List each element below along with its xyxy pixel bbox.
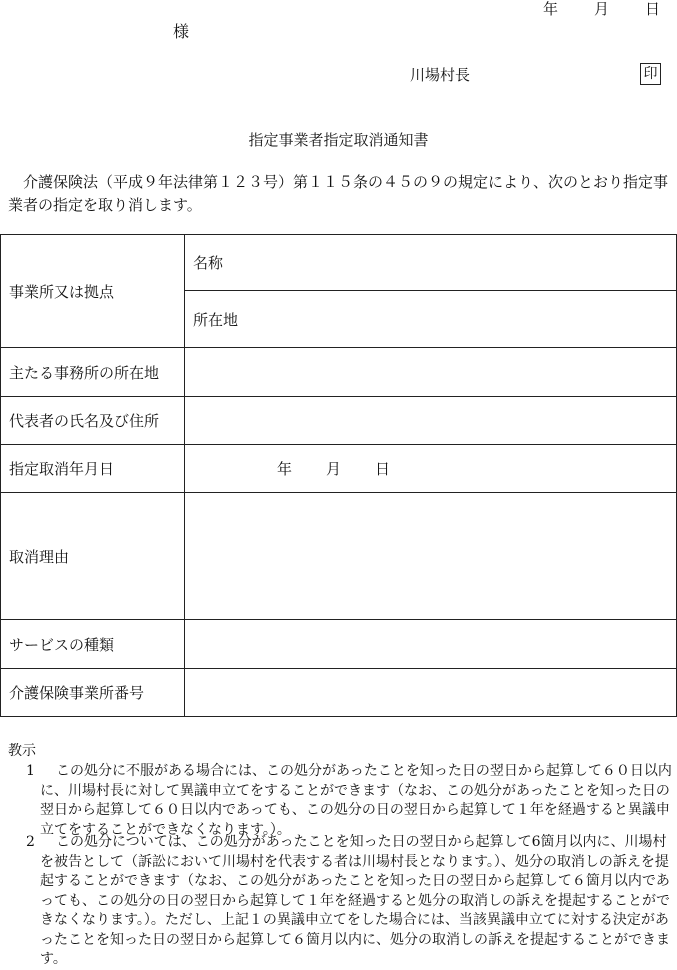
office-location-label: 所在地 [193,310,239,329]
revocation-form-table [0,234,677,717]
main-office-label: 主たる事務所の所在地 [1,348,185,397]
office-name-label: 名称 [193,254,224,272]
document-title: 指定事業者指定取消通知書 [248,131,429,149]
office-name-cell [185,235,677,291]
issuer-title: 川場村長 [410,66,471,84]
notice-heading: 教示 [8,743,36,759]
addressee-suffix: 様 [173,22,190,41]
notice-item-1-number: 1 [26,763,35,779]
service-type-label: サービスの種類 [1,620,185,669]
office-label: 事業所又は拠点 [1,235,185,348]
revocation-date-value [185,445,677,493]
seal-mark: 印 [640,63,661,85]
representative-label: 代表者の氏名及び住所 [1,397,185,445]
notice-item-1-text: この処分に不服がある場合には、この処分があったことを知った日の翌日から起算して６０日以内に、川場村長に対して異議申立てをすることができます（なお、この処分があったことを知った日の翌日から起算して６０日以内であっても、この処分の日の翌日から起算して１年を経過すると異議申立てをすることができなくなります。）。 [40,763,672,838]
representative-value [185,397,677,445]
office-number-value [185,669,677,717]
main-office-value [185,348,677,397]
reason-label: 取消理由 [1,493,185,620]
office-location-cell [185,291,677,348]
notice-item-2-number: 2 [26,834,35,850]
revocation-date-day: 日 [375,460,391,478]
body-paragraph: 介護保険法（平成９年法律第１２３号）第１１５条の４５の９の規定により、次のとおり指定事業者の指定を取り消します。 [8,173,669,214]
revocation-date-year: 年 [277,460,293,478]
notice-item-2-text: この処分については、この処分があったことを知った日の翌日から起算して6箇月以内に、川場村を被告として（訴訟において川場村を代表する者は川場村長となります。）、処分の取消しの訴えを提起することができます（なお、この処分があったことを知った日の翌日から起算して６箇月以内であっても、この処分の日の翌日から起算して１年を経過すると処分の取消しの訴えを提起することができなくなります。）。ただし、上記１の異議申立てをした場合には、当該異議申立てに対する決定があったことを知った日の翌日から起算して６箇月以内に、処分の取消しの訴えを提起することができます。 [40,834,670,967]
revocation-date-month: 月 [326,460,342,478]
issue-date-day: 日 [645,0,661,18]
revocation-date-label: 指定取消年月日 [1,445,185,493]
service-type-value [185,620,677,669]
issue-date-year: 年 [543,0,559,18]
office-number-label: 介護保険事業所番号 [1,669,185,717]
reason-value [185,493,677,620]
issue-date-month: 月 [594,0,610,18]
issue-date [543,0,660,19]
